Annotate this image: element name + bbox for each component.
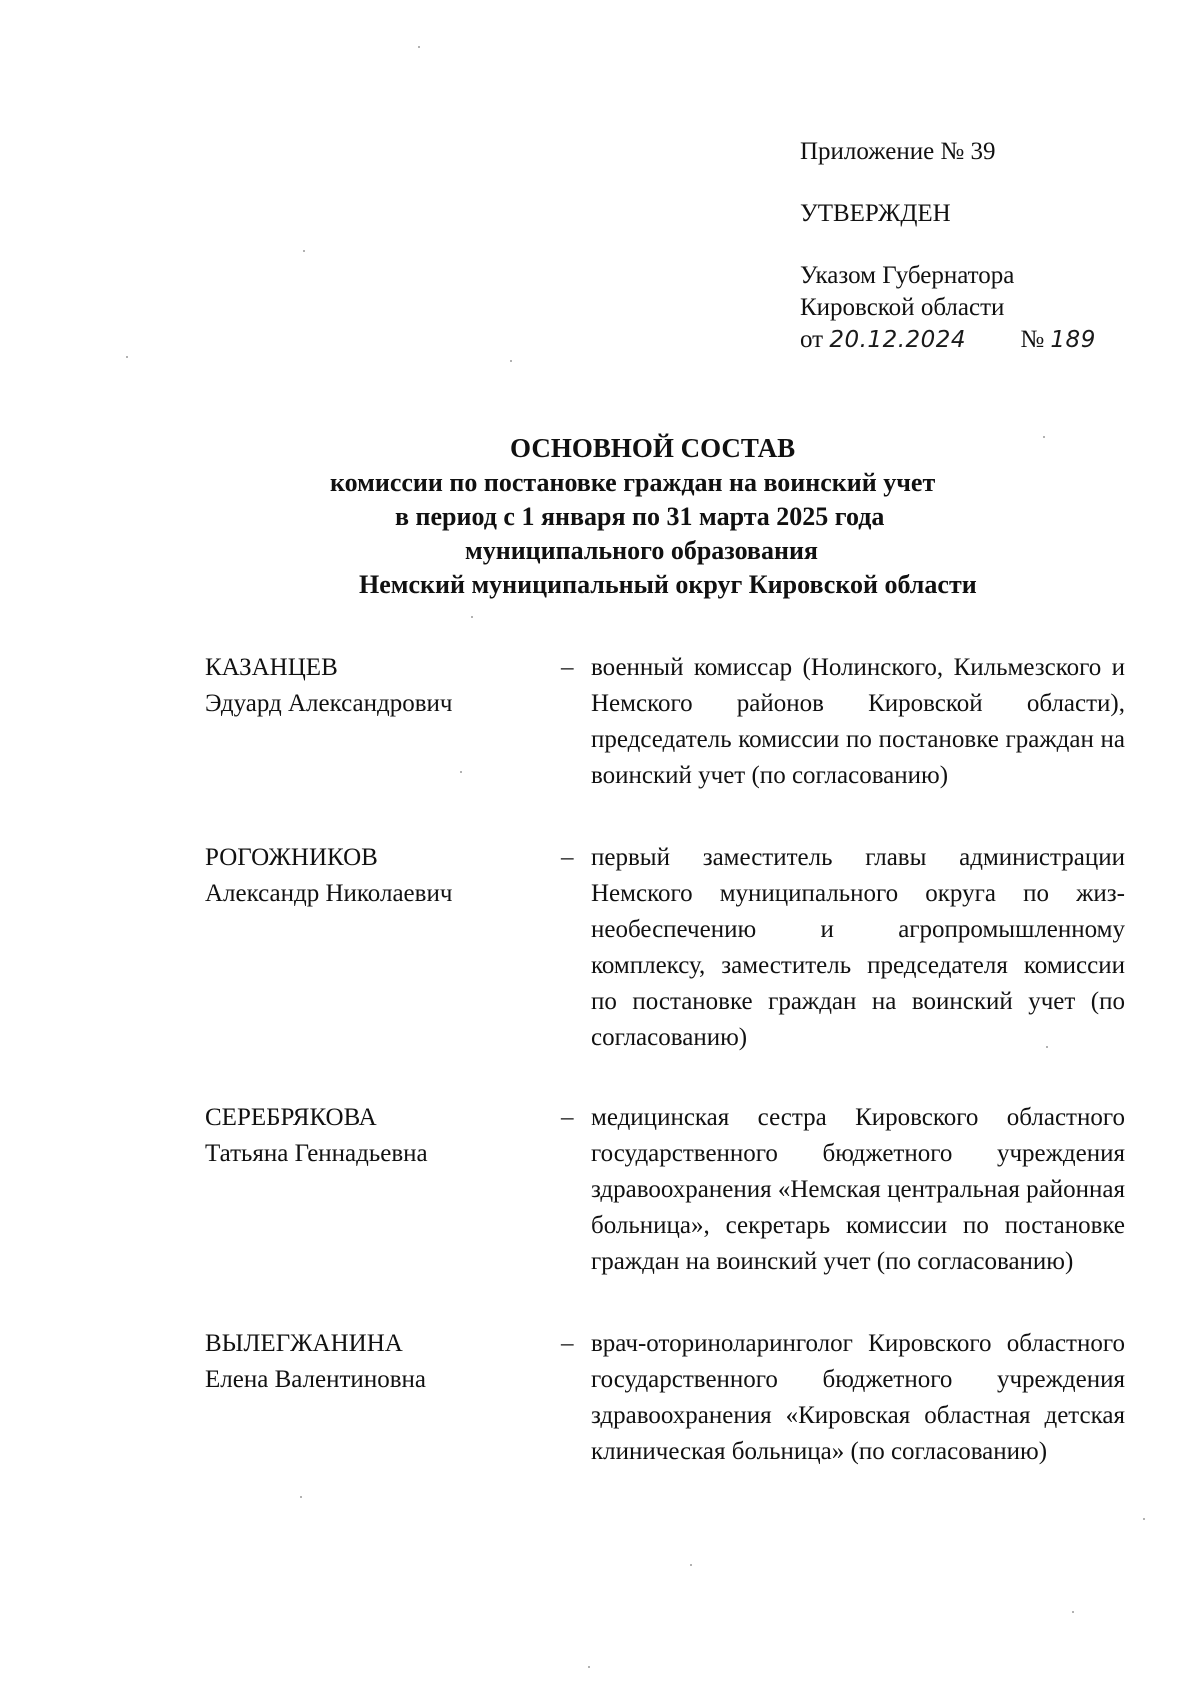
scan-speck <box>1046 1046 1048 1048</box>
member-surname: КАЗАНЦЕВ <box>205 654 338 681</box>
scan-speck <box>1043 436 1045 438</box>
member-role: медицинская сестра Кировского областного государственного бюджетного учреждения здравоохранения «Немская центральная районная больница», секретарь комиссии по постановке граждан на воинский учет (по согласованию) <box>591 1104 1125 1275</box>
member-entry <box>205 840 1125 1056</box>
title-line-2: в период с 1 января по 31 марта 2025 года <box>395 502 885 531</box>
scan-speck <box>300 1496 302 1498</box>
member-entry <box>205 650 1125 794</box>
member-given-names: Александр Николаевич <box>205 880 453 907</box>
scan-speck <box>510 360 512 362</box>
scan-speck <box>418 46 420 48</box>
member-given-names: Эдуард Александрович <box>205 690 453 717</box>
handwritten-number: 189 <box>1050 327 1096 353</box>
member-dash: – <box>561 844 574 871</box>
title-line-main: ОСНОВНОЙ СОСТАВ <box>510 433 796 463</box>
member-person <box>205 1326 545 1470</box>
title-line-3: муниципального образования <box>465 536 818 565</box>
member-entry <box>205 1100 1125 1280</box>
decree-line-1: Указом Губернатора <box>800 262 1015 289</box>
scan-speck <box>1143 1518 1145 1520</box>
member-person <box>205 650 545 794</box>
number-sign: № <box>1020 326 1045 353</box>
scan-speck <box>303 250 305 252</box>
member-dash: – <box>561 1330 574 1357</box>
member-dash: – <box>561 654 574 681</box>
member-surname: ВЫЛЕГЖАНИНА <box>205 1330 403 1357</box>
scan-speck <box>690 1564 692 1566</box>
member-given-names: Елена Валентиновна <box>205 1366 426 1393</box>
member-role: военный комиссар (Нолинского, Кильмезского и Немского районов Кировской области), председатель комиссии по постановке граждан на воинский учет (по согласованию) <box>591 654 1125 789</box>
scan-speck <box>460 771 462 773</box>
title-line-4: Немский муниципальный округ Кировской области <box>359 570 977 599</box>
approval-stamp-text: УТВЕРЖДЕН <box>800 200 951 227</box>
scan-speck <box>1072 1611 1074 1613</box>
approval-block <box>800 136 1160 356</box>
member-surname: СЕРЕБРЯКОВА <box>205 1104 377 1131</box>
scan-speck <box>126 356 128 358</box>
member-role: первый заместитель главы администрации Немского муниципального округа по жизнеобеспечению и агропромышленному комплексу, заместитель председателя комиссии по постановке граждан на воинский учет (по согласованию) <box>591 844 1125 1051</box>
scan-speck <box>471 616 473 618</box>
member-given-names: Татьяна Геннадьевна <box>205 1140 428 1167</box>
appendix-number: Приложение № 39 <box>800 138 996 165</box>
title-line-1: комиссии по постановке граждан на воинский учет <box>330 468 936 497</box>
scan-speck <box>588 1666 590 1668</box>
member-surname: РОГОЖНИКОВ <box>205 844 378 871</box>
decree-date-line <box>800 324 1160 356</box>
member-person <box>205 1100 545 1280</box>
member-person <box>205 840 545 1056</box>
member-role: врач-оториноларинголог Кировского областного государственного бюджетного учреждения здравоохранения «Кировская областная детская клиническая больница» (по согласованию) <box>591 1330 1125 1465</box>
decree-line-2: Кировской области <box>800 294 1005 321</box>
date-prefix: от <box>800 326 824 353</box>
member-entry <box>205 1326 1125 1470</box>
handwritten-date: 20.12.2024 <box>829 327 967 353</box>
members-list <box>205 650 1125 1470</box>
member-dash: – <box>561 1104 574 1131</box>
